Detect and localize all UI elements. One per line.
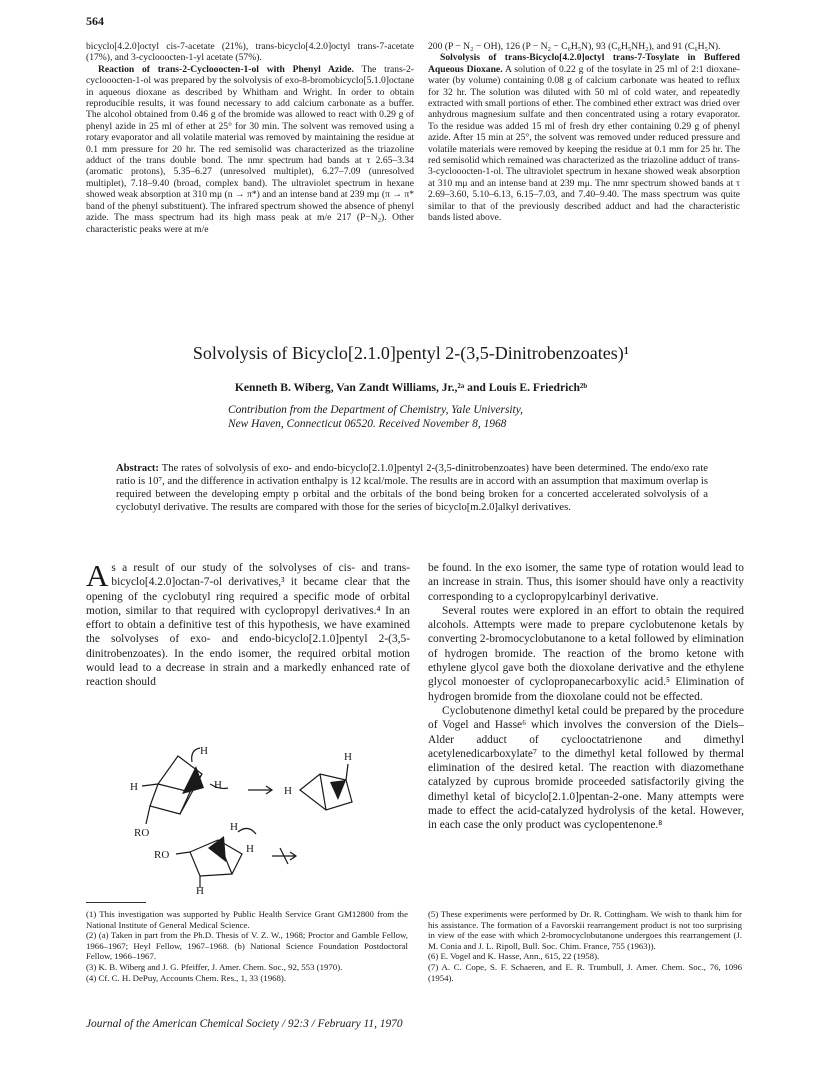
- body-right-column: [428, 561, 744, 833]
- affiliation-line-2: New Haven, Connecticut 06520. Received November 8, 1968: [228, 418, 507, 430]
- top-right-paragraph-1: 200 (P − N₂ − OH), 126 (P − N₂ − C₆H₅N), 93 (C₆H₅NH₂), and 91 (C₆H₅N).: [428, 41, 721, 52]
- lower-blocked-arrow: [272, 848, 296, 864]
- footnotes-right: [428, 909, 742, 983]
- label-h-product-left: H: [284, 785, 292, 797]
- body-left-column: [86, 558, 410, 690]
- top-left-paragraph-2-text: The trans-2-cyclooocten-1-ol was prepared by the solvolysis of exo-8-bromobicyclo[5.1.0]octane in aqueous dioxane as described by Whitham and Wright. In order to obtain reproducible results, it was found necessary to add calcium carbonate as a buffer. The alcohol obtained from 0.46 g of the bromide was allowed to react with 0.29 g of phenyl azide in 25 ml of ether at 25° for 30 min. The solvent was removed using a rotary evaporator and all volatile material was removed by maintaining the residue at 0.1 mm pressure for 20 hr. The red semisolid was characterized as the triazoline adduct of the trans double bond. The nmr spectrum had bands at τ 2.65–3.34 (aromatic protons), 5.35–6.27 (unresolved multiplet), 6.27–7.09 (unresolved multiplet), 7.18–9.40 (broad, complex band). The ultraviolet spectrum in hexane showed weak absorption at 310 mμ (n → π*) and an intense band at 239 mμ (π → π* band of the phenyl substituent). The infrared spectrum showed the absence of phenyl azide. The mass spectrum had its high mass peak at m/e 217 (P−N₂). Other characteristic peaks were at m/e: [86, 63, 414, 235]
- footnote-3: (3) K. B. Wiberg and J. G. Pfeiffer, J. Amer. Chem. Soc., 92, 553 (1970).: [86, 961, 343, 972]
- upper-right-hatched: [330, 780, 346, 800]
- footnote-6: (6) E. Vogel and K. Hasse, Ann., 615, 22 (1958).: [428, 951, 600, 962]
- label-h-upper-left: H: [130, 781, 138, 793]
- lower-curved-arrow: [238, 828, 256, 834]
- body-left-paragraph-1: [86, 558, 410, 690]
- top-left-paragraph-1: bicyclo[4.2.0]octyl cis-7-acetate (21%), trans-bicyclo[4.2.0]octyl trans-7-acetate (17%), and 3-cyclooocten-1-yl acetate (57%).: [86, 41, 414, 64]
- upper-left-hatched-bond: [182, 766, 204, 794]
- body-left-paragraph-1-text: s a result of our study of the solvolyses of cis- and trans-bicyclo[4.2.0]octan-7-ol derivatives,³ it became clear that the opening of the cyclobutyl ring required a specific mode of orbital motion, similar to that required with cyclopropyl derivatives.⁴ In an effort to obtain a definitive test of this hypothesis, we have examined the solvolyses of exo- and endo-bicyclo[2.1.0]pentyl 2-(3,5-dinitrobenzoates). In the endo isomer, the required orbital motion would lead to a decrease in strain and a markedly enhanced rate of reaction should: [86, 562, 410, 689]
- article-authors: Kenneth B. Wiberg, Van Zandt Williams, Jr.,²ᵃ and Louis E. Friedrich²ᵇ: [234, 381, 588, 394]
- journal-footer: Journal of the American Chemical Society / 92:3 / February 11, 1970: [86, 1018, 403, 1030]
- top-right-paragraph-2-text: A solution of 0.22 g of the tosylate in 25 ml of 2:1 dioxane-water (by volume) containing 0.08 g of calcium carbonate was heated to reflux for 32 hr. The solution was diluted with 50 ml of cold water, and repeatedly extracted with small portions of ether. The combined ether extract was dried over anhydrous magnesium sulfate and then concentrated using a rotary evaporator. To the residue was added 15 ml of fresh dry ether containing 0.29 g of phenyl azide. After 15 min at 25°, the solvent was removed under reduced pressure and volatile materials were removed by keeping the residue at 0.1 mm for 25 hr. The red semisolid which remained was characterized as the triazoline adduct of trans-3-cyclooocten-1-ol. The ultraviolet spectrum in hexane showed weak absorption at 310 mμ and an intense band at 239 mμ. The nmr spectrum showed bands at τ 2.69–3.60, 5.10–6.13, 6.15–7.03, and 7.40–9.40. The mass spectrum was quite similar to that of the previously described adduct and had the characteristic bands listed above.: [428, 63, 740, 224]
- footnote-7: (7) A. C. Cope, S. F. Schaeren, and E. R. Trumbull, J. Amer. Chem. Soc., 76, 1096 (1954).: [428, 961, 742, 983]
- footnote-4: (4) Cf. C. H. DePuy, Accounts Chem. Res., 1, 33 (1968).: [86, 972, 287, 983]
- upper-left-bond-h: [142, 784, 158, 786]
- body-right-paragraph-1: be found. In the exo isomer, the same type of rotation would lead to an increase in strain. Thus, this isomer should have only a reactivity corresponding to a cyclopropylcarbinyl derivative.: [428, 562, 744, 603]
- label-ro-upper: RO: [134, 827, 150, 839]
- label-h-upper-mid: H: [214, 779, 222, 791]
- article-title: Solvolysis of Bicyclo[2.1.0]pentyl 2-(3,5-Dinitrobenzoates)¹: [192, 343, 630, 363]
- article-affiliation: [228, 403, 728, 431]
- label-h-lower-right: H: [246, 843, 254, 855]
- top-right-column: [428, 41, 740, 224]
- reaction-scheme-diagram: [120, 744, 410, 894]
- section-heading-phenyl-azide: Reaction of trans-2-Cyclooocten-1-ol with Phenyl Azide.: [98, 63, 354, 75]
- lower-bond-ro: [176, 852, 190, 854]
- body-right-paragraph-3: Cyclobutenone dimethyl ketal could be prepared by the procedure of Vogel and Hasse⁶ which involves the conversion of the Diels–Alder adduct of cyclooctatrienone and dimethyl acetylenedicarboxylate⁷ to the dimethyl ketal followed by thermal elimination of the desired ketal. The reaction with diazomethane catalyzed by cuprous bromide proceeded satisfactorily giving the dimethyl ketal of bicyclo[2.1.0]pentan-2-one. Many attempts were made to effect the acid-catalyzed hydrolysis of the ketal. However, in each case the only product was cyclopentenone.⁸: [428, 704, 744, 832]
- drop-cap: A: [86, 558, 109, 593]
- abstract-text: The rates of solvolysis of exo- and endo-bicyclo[2.1.0]pentyl 2-(3,5-dinitrobenzoates) have been determined. The endo/exo rate ratio is 10⁷, and the difference in activation enthalpy is 12 kcal/mole. The results are in accord with an assumption that maximum overlap is required between the developing empty p orbital and the orbitals of the bond being broken for a concerted accelerated solvolysis of a cyclobutyl derivative. The results are compared with those for the series of bicyclo[m.2.0]alkyl derivatives.: [116, 463, 708, 513]
- abstract: [116, 462, 708, 514]
- footnote-1: (1) This investigation was supported by Public Health Service Grant GM12800 from the National Institute of General Medical Science.: [86, 909, 408, 930]
- section-heading-solvolysis-tosylate: Solvolysis of trans-Bicyclo[4.2.0]octyl trans-7-Tosylate in Buffered Aqueous Dioxane.: [428, 52, 740, 75]
- label-h-lower-top: H: [230, 821, 238, 833]
- top-left-paragraph-2: [86, 64, 414, 235]
- label-ro-lower: RO: [154, 849, 170, 861]
- footnote-2: (2) (a) Taken in part from the Ph.D. Thesis of V. Z. W., 1968; Proctor and Gamble Fellow, 1966–1967; Heyl Fellow, 1967–1968. (b) National Science Foundation Postdoctoral Fellow, 1966–1967.: [86, 930, 408, 962]
- reaction-arrow: [248, 786, 272, 794]
- top-right-paragraph-2: [428, 52, 740, 223]
- footnotes-left: [86, 909, 408, 983]
- upper-right-cation: [300, 774, 352, 810]
- upper-right-bond-h-top: [346, 764, 348, 780]
- upper-left-bond-ro: [146, 806, 150, 824]
- label-h-lower-bottom: H: [196, 885, 204, 894]
- footnote-5: (5) These experiments were performed by Dr. R. Cottingham. We wish to thank him for his assistance. The formation of a Favorskii rearrangement product is not too surprising in view of the ease with which 2-bromocyclobutanone undergoes this rearrangement (J. M. Conia and J. L. Ripoll, Bull. Soc. Chim. France, 755 (1963)).: [428, 909, 742, 951]
- label-h-upper-top: H: [200, 745, 208, 757]
- affiliation-line-1: Contribution from the Department of Chemistry, Yale University,: [228, 404, 523, 416]
- footnote-divider: [86, 902, 146, 903]
- top-left-column: [86, 41, 414, 235]
- abstract-label: Abstract:: [116, 463, 159, 474]
- upper-left-curved-arrow: [192, 748, 200, 762]
- body-right-paragraph-2: Several routes were explored in an effort to obtain the required alcohols. Attempts were made to prepare cyclobutenone ketals by converting 2-bromocyclobutanone to a ketal followed by elimination of hydrogen bromide. The reaction of the bromo ketone with ethylene glycol gave both the dioxolane derivative and the ethylene glycol monoester of cyclopropanecarboxylic acid.⁵ Elimination of hydrogen bromide from the dioxolane could not be effected.: [428, 604, 744, 703]
- label-h-product-top: H: [344, 751, 352, 763]
- page-number: 564: [86, 14, 104, 28]
